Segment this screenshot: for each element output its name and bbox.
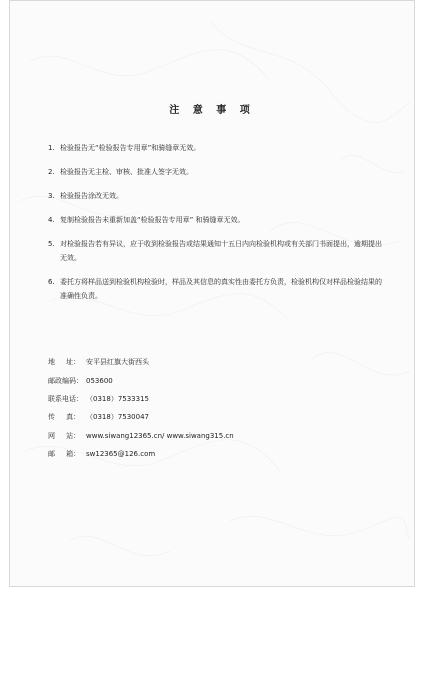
contact-website bbox=[48, 427, 378, 445]
notice-text: 复制检验报告未重新加盖“检验报告专用章” 和骑缝章无效。 bbox=[60, 216, 245, 224]
website-label: 网 站： bbox=[48, 431, 81, 440]
contact-fax bbox=[48, 408, 378, 426]
phone-value: （0318）7533315 bbox=[86, 394, 149, 403]
notice-text: 对检验报告若有异议，应于收到检验报告或结果通知十五日内向检验机构或有关部门书面提出，逾期提出无效。 bbox=[60, 240, 382, 262]
phone-label: 联系电话： bbox=[48, 394, 83, 403]
notice-text: 检验报告无“检验报告专用章”和骑缝章无效。 bbox=[60, 144, 201, 152]
fax-label: 传 真： bbox=[48, 413, 81, 422]
notice-item bbox=[48, 189, 388, 203]
contact-address bbox=[48, 353, 378, 371]
notice-number: 1. bbox=[48, 144, 55, 152]
notice-text: 检验报告涂改无效。 bbox=[60, 192, 123, 200]
postcode-label: 邮政编码： bbox=[48, 376, 83, 385]
notice-item bbox=[48, 165, 388, 179]
notice-item bbox=[48, 237, 388, 265]
notice-text: 检验报告无主检、审核、批准人签字无效。 bbox=[60, 168, 193, 176]
document-page bbox=[9, 0, 415, 587]
email-label: 邮 箱： bbox=[48, 450, 81, 459]
contact-email bbox=[48, 445, 378, 463]
notice-number: 2. bbox=[48, 168, 55, 176]
address-label: 地 址： bbox=[48, 358, 81, 367]
email-link[interactable]: sw12365@126.com bbox=[86, 450, 156, 459]
contact-info bbox=[48, 353, 378, 463]
notice-number: 4. bbox=[48, 216, 55, 224]
website-link[interactable]: www.siwang12365.cn/ www.siwang315.cn bbox=[86, 431, 234, 440]
fax-value: （0318）7530047 bbox=[86, 413, 149, 422]
contact-postcode bbox=[48, 371, 378, 389]
address-value: 安平县红旗大街西头 bbox=[86, 358, 149, 367]
notice-list bbox=[48, 141, 388, 313]
notice-number: 5. bbox=[48, 240, 55, 248]
postcode-value: 053600 bbox=[86, 376, 113, 385]
notice-item bbox=[48, 141, 388, 155]
notice-item bbox=[48, 213, 388, 227]
page-title: 注 意 事 项 bbox=[169, 105, 255, 116]
contact-phone bbox=[48, 390, 378, 408]
notice-text: 委托方将样品送到检验机构检验时，样品及其信息的真实性由委托方负责，检验机构仅对样品检验结果的准确性负责。 bbox=[60, 278, 382, 300]
notice-number: 3. bbox=[48, 192, 55, 200]
notice-number: 6. bbox=[48, 278, 55, 286]
notice-item bbox=[48, 275, 388, 303]
